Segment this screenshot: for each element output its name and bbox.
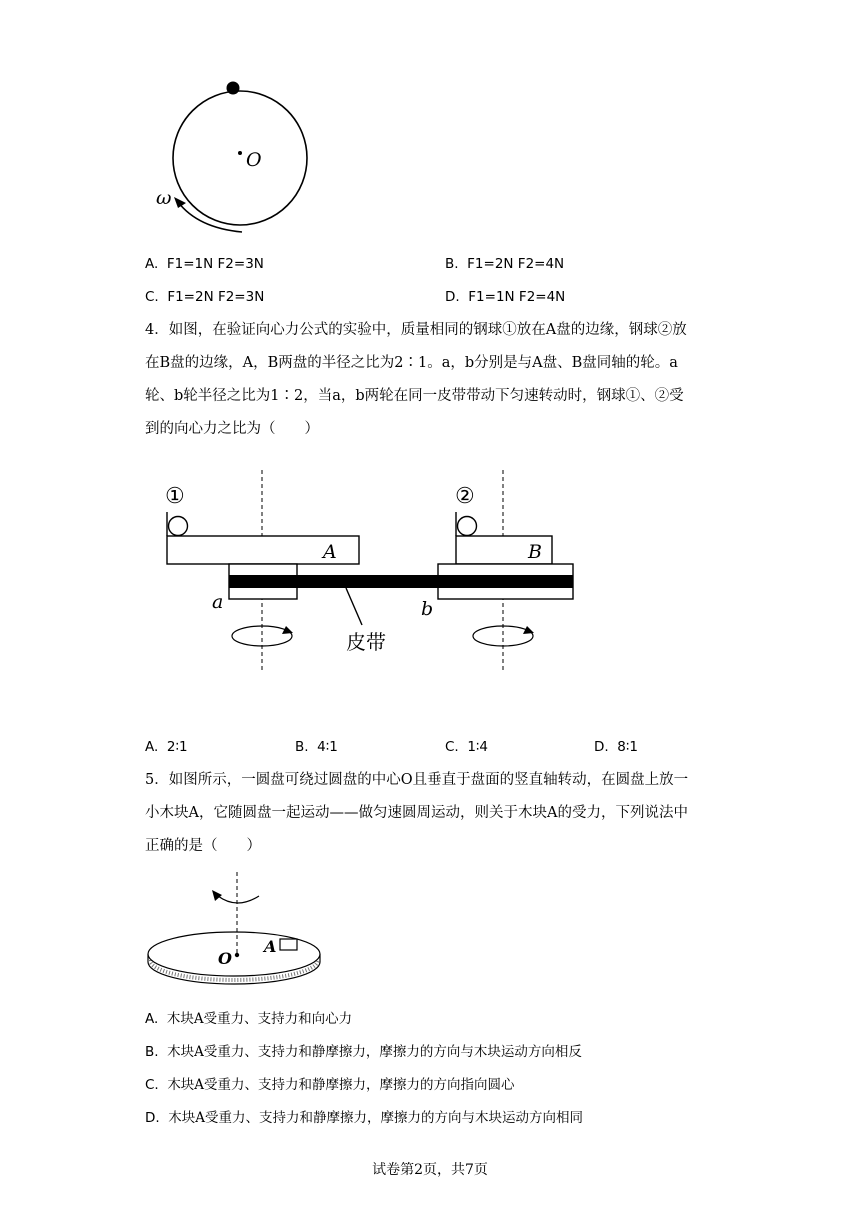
q4-option-b-letter: B.	[295, 739, 309, 755]
q4-stem-line-4: 到的向心力之比为（ ）	[145, 421, 319, 437]
q5-option-b	[145, 1042, 582, 1062]
q5-option-a	[145, 1009, 352, 1029]
q4-option-a-text: 2∶1	[166, 739, 188, 755]
q3-option-a-text: F1=1N F2=3N	[166, 256, 264, 272]
q4-rotation-left-arrowhead	[282, 626, 293, 634]
q5-stem-line-3: 正确的是（ ）	[145, 838, 261, 854]
q5-rotation-arrow	[218, 896, 259, 903]
q3-option-a	[145, 254, 264, 274]
q5-option-d-letter: D.	[145, 1110, 160, 1126]
q3-center-dot	[238, 151, 242, 155]
q4-rotation-right	[473, 626, 533, 646]
q4-ball1-label: ①	[165, 484, 185, 509]
q4-option-d	[594, 737, 638, 757]
q4-rotation-left	[232, 626, 292, 646]
q5-figure	[140, 868, 340, 988]
q4-belt	[229, 575, 573, 588]
q3-option-b	[445, 254, 564, 274]
q5-center-dot	[235, 953, 239, 957]
q3-option-c-text: F1=2N F2=3N	[167, 289, 265, 305]
q5-stem-line-1: 5．如图所示，一圆盘可绕过圆盘的中心O且垂直于盘面的竖直轴转动，在圆盘上放一	[145, 772, 689, 788]
q4-option-d-text: 8∶1	[617, 739, 638, 755]
q3-arrow-head	[174, 197, 186, 208]
q4-option-c	[445, 737, 488, 757]
q5-option-c	[145, 1075, 515, 1095]
q3-option-a-letter: A.	[145, 256, 159, 272]
q3-omega-label: ω	[156, 187, 172, 209]
q4-option-a	[145, 737, 188, 757]
q4-stem-line-3: 轮、b轮半径之比为1∶2，当a，b两轮在同一皮带带动下匀速转动时，钢球①、②受	[145, 388, 684, 404]
q3-option-c-letter: C.	[145, 289, 159, 305]
q5-option-b-letter: B.	[145, 1044, 159, 1060]
q4-option-c-text: 1∶4	[467, 739, 489, 755]
q4-wheel-b-label: b	[421, 598, 434, 620]
q4-belt-label: 皮带	[346, 630, 386, 654]
q4-stem-line-1: 4．如图，在验证向心力公式的实验中，质量相同的钢球①放在A盘的边缘，钢球②放	[145, 322, 687, 338]
q3-option-c	[145, 287, 264, 307]
q4-stem-line-2: 在B盘的边缘，A，B两盘的半径之比为2∶1。a，b分别是与A盘、B盘同轴的轮。a	[145, 355, 678, 371]
q4-disk-b-label: B	[528, 541, 542, 563]
q5-center-label: O	[218, 949, 232, 968]
q3-option-b-text: F1=2N F2=4N	[467, 256, 565, 272]
q4-ball1	[169, 517, 188, 536]
q3-option-b-letter: B.	[445, 256, 459, 272]
q4-ball2	[458, 517, 477, 536]
q5-option-d-text: 木块A受重力、支持力和静摩擦力，摩擦力的方向与木块运动方向相同	[168, 1110, 584, 1126]
q5-stem-line-2: 小木块A，它随圆盘一起运动——做匀速圆周运动，则关于木块A的受力，下列说法中	[145, 805, 688, 821]
page-footer: 试卷第2页，共7页	[372, 1162, 488, 1178]
q4-ball2-label: ②	[455, 484, 475, 509]
q4-option-c-letter: C.	[445, 739, 459, 755]
q4-option-b-text: 4∶1	[317, 739, 338, 755]
q5-option-a-letter: A.	[145, 1011, 159, 1027]
q4-disk-a-label: A	[323, 541, 337, 563]
q4-figure	[150, 468, 590, 678]
q5-option-c-text: 木块A受重力、支持力和静摩擦力，摩擦力的方向指向圆心	[167, 1077, 515, 1093]
q3-rotation-arrow	[178, 202, 242, 232]
q5-option-c-letter: C.	[145, 1077, 159, 1093]
q5-option-d	[145, 1108, 583, 1128]
q5-block	[280, 939, 297, 950]
q4-option-b	[295, 737, 338, 757]
q5-option-a-text: 木块A受重力、支持力和向心力	[166, 1011, 353, 1027]
q4-wheel-a-label: a	[212, 591, 224, 613]
q3-circle	[173, 91, 307, 225]
q4-rotation-right-arrowhead	[523, 626, 534, 634]
q3-option-d-letter: D.	[445, 289, 460, 305]
q3-ball	[227, 82, 240, 95]
q5-option-b-text: 木块A受重力、支持力和静摩擦力，摩擦力的方向与木块运动方向相反	[167, 1044, 582, 1060]
q3-center-label: O	[246, 149, 262, 171]
q5-block-label: A	[264, 937, 277, 956]
q4-option-d-letter: D.	[594, 739, 609, 755]
q4-belt-pointer	[346, 588, 362, 625]
q3-option-d-text: F1=1N F2=4N	[468, 289, 566, 305]
q4-option-a-letter: A.	[145, 739, 159, 755]
q5-rotation-arrowhead	[212, 890, 222, 901]
q3-figure	[150, 72, 320, 237]
q3-option-d	[445, 287, 565, 307]
